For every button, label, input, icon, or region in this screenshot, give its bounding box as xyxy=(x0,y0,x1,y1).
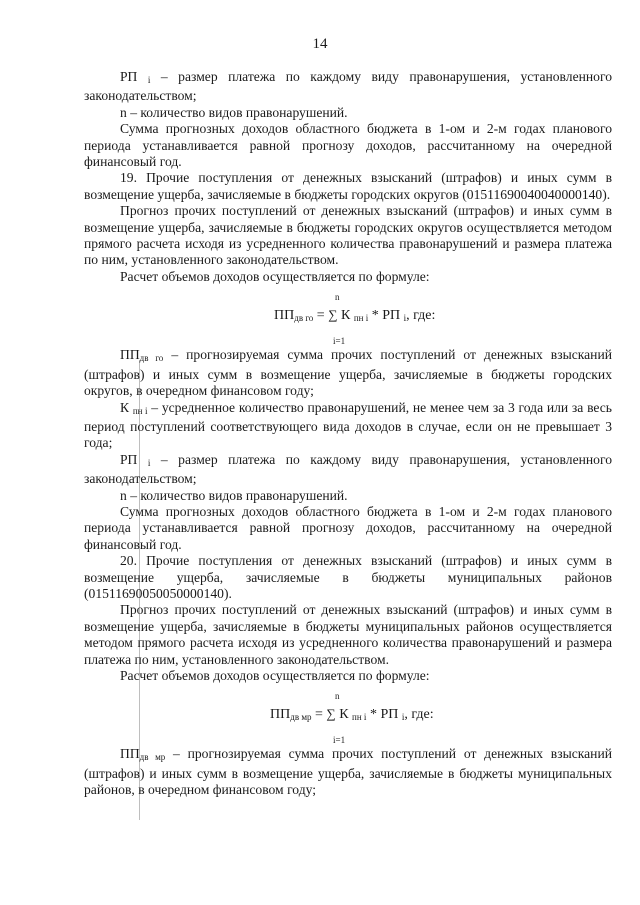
page-number: 14 xyxy=(312,36,328,52)
document-body xyxy=(84,69,612,799)
definition-k: К $_{пн i}$ – усредненное количество правонарушений, не менее чем за 3 года или за весь период поступлений соответствующего вида доходов в случае, если он не превышает 3 года; xyxy=(84,399,613,451)
definition-pp-go: $ПП_{дв го}$ – прогнозируемая сумма прочих поступлений от денежных взысканий (штрафов) и иных сумм в возмещение ущерба, зачисляемые в бюджеты городских округов, в очередном финансовом году; xyxy=(84,347,613,399)
section-19-method: Прогноз прочих поступлений от денежных взысканий (штрафов) и иных сумм в возмещение ущерба, зачисляемые в бюджеты городских округов осуществляется методом прямого расчета исходя из усредненного количества правонарушений и размера платежа по ним, установленного законодательством. xyxy=(84,203,612,268)
definition-rp: РП $_i$ – размер платежа по каждому виду правонарушения, установленного законодательством; xyxy=(84,69,612,104)
formula-mr: n $ПП_{дв мр}$ = ∑ К $_{пн i}$ * РП $_i$, где: i=1 xyxy=(270,691,434,746)
summary-paragraph-2: Сумма прогнозных доходов областного бюджета в 1-ом и 2-м годах планового периода устанавливается равной прогнозу доходов, рассчитанному на очередной финансовый год. xyxy=(84,503,612,552)
definition-n: n – количество видов правонарушений. xyxy=(120,104,348,120)
definition-pp-mr: $ПП_{дв мр}$ – прогнозируемая сумма прочих поступлений от денежных взысканий (штрафов) и иных сумм в возмещение ущерба, зачисляемые в бюджеты муниципальных районов, в очередном финансовом году; xyxy=(84,746,612,798)
summary-paragraph: Сумма прогнозных доходов областного бюджета в 1-ом и 2-м годах планового периода устанавливается равной прогнозу доходов, рассчитанному на очередной финансовый год. xyxy=(84,121,612,170)
definition-rp-2: РП $_i$ – размер платежа по каждому виду правонарушения, установленного законодательством; xyxy=(84,451,612,487)
section-20-method: Прогноз прочих поступлений от денежных взысканий (штрафов) и иных сумм в возмещение ущерба, зачисляемые в бюджеты муниципальных районов осуществляется методом прямого расчета исходя из усредненного количества правонарушений и размера платежа по ним, установленного законодательством. xyxy=(84,602,612,667)
section-20-calc-intro: Расчет объемов доходов осуществляется по формуле: xyxy=(120,668,430,683)
section-19-heading: 19. Прочие поступления от денежных взысканий (штрафов) и иных сумм в возмещение ущерба, зачисляемые в бюджеты городских округов (01511690040040000140). xyxy=(84,170,612,202)
section-20-heading: 20. Прочие поступления от денежных взысканий (штрафов) и иных сумм в возмещение ущерба, зачисляемые в бюджеты муниципальных районов (01511690050050000140). xyxy=(84,553,612,601)
definition-n-2: n – количество видов правонарушений. xyxy=(120,487,348,503)
section-19-calc-intro: Расчет объемов доходов осуществляется по формуле: xyxy=(120,268,430,284)
formula-go: n $ПП_{дв го}$ = ∑ К $_{пн i}$ * РП $_i$, где: i=1 xyxy=(274,292,436,347)
